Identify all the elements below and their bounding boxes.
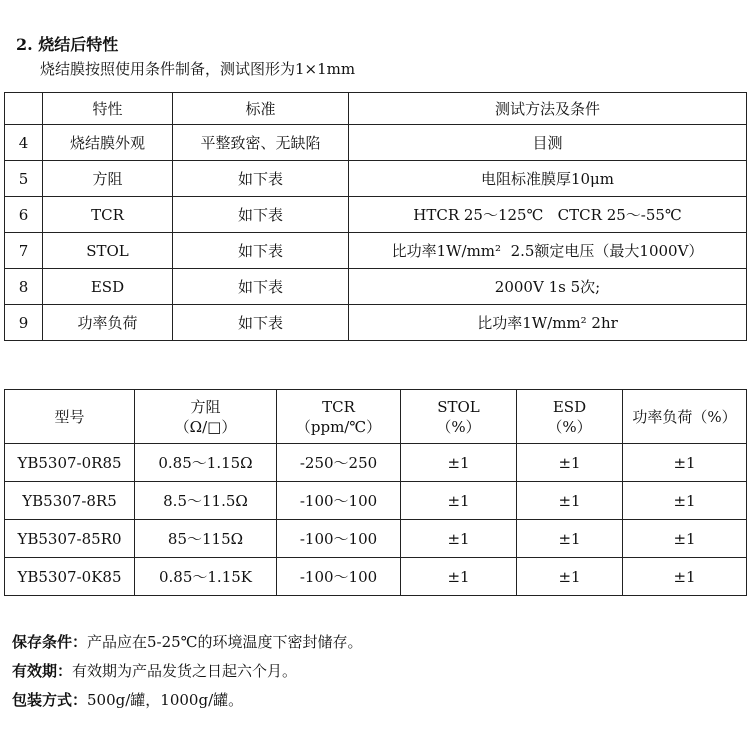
header-method: 测试方法及条件 <box>349 93 747 125</box>
cell-resistance: 0.85～1.15K <box>135 558 277 596</box>
row-method: 电阻标准膜厚10μm <box>349 161 747 197</box>
row-number: 6 <box>5 197 43 233</box>
packaging-label: 包装方式： <box>12 691 88 709</box>
row-property: 方阻 <box>43 161 173 197</box>
table-row <box>5 161 747 197</box>
row-property: STOL <box>43 233 173 269</box>
cell-model: YB5307-0K85 <box>5 558 135 596</box>
cell-stol: ±1 <box>401 444 517 482</box>
cell-model: YB5307-85R0 <box>5 520 135 558</box>
header-tcr: TCR （ppm/℃） <box>277 390 401 444</box>
section-title: 2. 烧结后特性 <box>16 35 119 54</box>
cell-model: YB5307-0R85 <box>5 444 135 482</box>
row-method: HTCR 25～125℃ CTCR 25～-55℃ <box>349 197 747 233</box>
cell-model: YB5307-8R5 <box>5 482 135 520</box>
table-row <box>5 305 747 341</box>
cell-esd: ±1 <box>517 482 623 520</box>
row-method: 目测 <box>349 125 747 161</box>
row-property: 烧结膜外观 <box>43 125 173 161</box>
cell-tcr: -100～100 <box>277 558 401 596</box>
validity-text: 有效期为产品发货之日起六个月。 <box>72 662 298 680</box>
storage-text: 产品应在5-25℃的环境温度下密封储存。 <box>87 633 363 651</box>
row-method: 比功率1W/mm² 2.5额定电压（最大1000V） <box>349 233 747 269</box>
header-resistance: 方阻 （Ω/□） <box>135 390 277 444</box>
row-property: 功率负荷 <box>43 305 173 341</box>
table-row <box>5 520 747 558</box>
header-power-load: 功率负荷（%） <box>623 390 747 444</box>
row-standard: 如下表 <box>173 305 349 341</box>
header-number <box>5 93 43 125</box>
cell-resistance: 85～115Ω <box>135 520 277 558</box>
storage-note <box>12 628 363 657</box>
row-number: 9 <box>5 305 43 341</box>
table-row <box>5 233 747 269</box>
row-number: 8 <box>5 269 43 305</box>
properties-table <box>4 92 747 341</box>
cell-power-load: ±1 <box>623 520 747 558</box>
table-row <box>5 558 747 596</box>
header-stol: STOL （%） <box>401 390 517 444</box>
row-method: 2000V 1s 5次; <box>349 269 747 305</box>
row-property: ESD <box>43 269 173 305</box>
cell-power-load: ±1 <box>623 558 747 596</box>
header-property: 特性 <box>43 93 173 125</box>
row-number: 4 <box>5 125 43 161</box>
header-esd: ESD （%） <box>517 390 623 444</box>
row-method: 比功率1W/mm² 2hr <box>349 305 747 341</box>
table-row <box>5 197 747 233</box>
spec-table <box>4 389 747 596</box>
cell-tcr: -100～100 <box>277 520 401 558</box>
section-subtitle: 烧结膜按照使用条件制备，测试图形为1×1mm <box>40 60 356 78</box>
row-standard: 如下表 <box>173 233 349 269</box>
row-standard: 如下表 <box>173 269 349 305</box>
row-property: TCR <box>43 197 173 233</box>
storage-label: 保存条件： <box>12 633 88 651</box>
notes-section <box>12 628 363 715</box>
header-standard: 标准 <box>173 93 349 125</box>
table-row <box>5 125 747 161</box>
spec-header-row <box>5 390 747 444</box>
cell-power-load: ±1 <box>623 444 747 482</box>
cell-stol: ±1 <box>401 482 517 520</box>
cell-stol: ±1 <box>401 520 517 558</box>
cell-tcr: -250～250 <box>277 444 401 482</box>
row-standard: 平整致密、无缺陷 <box>173 125 349 161</box>
row-number: 7 <box>5 233 43 269</box>
cell-power-load: ±1 <box>623 482 747 520</box>
table-row <box>5 482 747 520</box>
row-standard: 如下表 <box>173 197 349 233</box>
row-standard: 如下表 <box>173 161 349 197</box>
table-row <box>5 269 747 305</box>
cell-stol: ±1 <box>401 558 517 596</box>
cell-resistance: 8.5～11.5Ω <box>135 482 277 520</box>
cell-esd: ±1 <box>517 444 623 482</box>
row-number: 5 <box>5 161 43 197</box>
packaging-note <box>12 686 363 715</box>
validity-note <box>12 657 363 686</box>
validity-label: 有效期： <box>12 662 73 680</box>
packaging-text: 500g/罐，1000g/罐。 <box>87 691 244 709</box>
cell-esd: ±1 <box>517 520 623 558</box>
cell-resistance: 0.85～1.15Ω <box>135 444 277 482</box>
cell-tcr: -100～100 <box>277 482 401 520</box>
cell-esd: ±1 <box>517 558 623 596</box>
header-model: 型号 <box>5 390 135 444</box>
table-row <box>5 444 747 482</box>
properties-header-row <box>5 93 747 125</box>
